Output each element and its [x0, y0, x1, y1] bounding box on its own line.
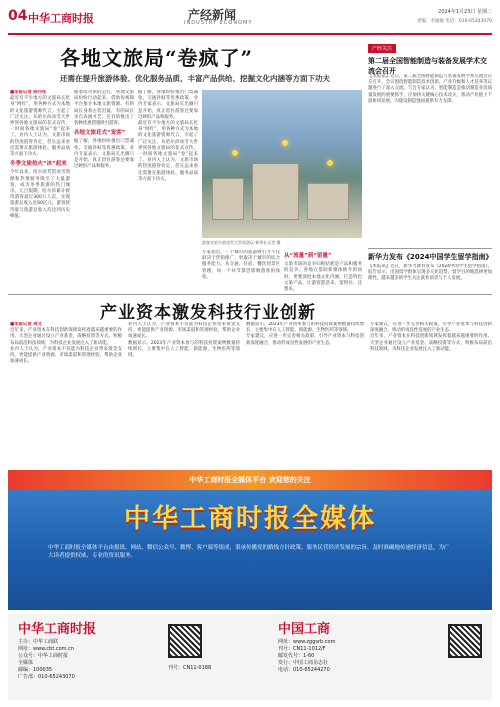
footer-line: 发行：中国工商杂志社	[278, 660, 329, 666]
article-paragraph: 随着哈尔滨的走红，各地文旅局纷纷行动起来，借助短视频平台推介本地文旅资源。有的局长身着古装出镜，有的局长亲自表演才艺，还有的推出了各种优惠措施吸引游客。	[74, 90, 134, 127]
section-divider	[8, 294, 492, 295]
article-column-1	[10, 322, 122, 462]
article-paragraph: 数据显示，2023年产业资本参与的科技投资案例数量持续增长，主要集中在人工智能、新能源、生物医药等领域。	[246, 322, 364, 334]
article-paragraph: 最近有不少地方的文旅局长化身“网红”，用各种方式为本地的文化旅游资源代言，引起了广泛关注。从哈尔滨冰雪大世界到各地文旅局的花式宣传，一时间各地文旅局“卷”起来了。业内人士认为，文旅市场的热度值得肯定，但长远来看还需要在旅游体验、服务品质等方面下功夫。	[138, 121, 198, 182]
banner-ribbon	[8, 470, 492, 490]
banner-text: 中华工商时报全媒体平台由报纸、网站、微信公众号、微博、客户端等组成，秉承传播党的路线方针政策、服务民营经济发展的宗旨，及时准确地传递经济信息，为广大读者提供权威、专业的资讯服务。	[48, 545, 450, 559]
footer-left-lines	[18, 638, 158, 680]
article-paragraph: 近年来，产业资本在科技创新领域发挥着越来越重要的作用。大型企业通过设立产业基金、战略投资等方式，积极布局前沿科技领域，为科技企业发展注入了新动能。	[10, 328, 122, 346]
sidebar-headline[interactable]: 第二届全国智能制造与装备发展学术交流会召开	[368, 57, 487, 75]
article-subtitle: 冬季文旅热火“冰”起来	[10, 161, 67, 168]
footer-logo-left: 中华工商时报	[18, 622, 97, 637]
page-number: 04	[8, 8, 28, 24]
footer-line: 电话：010-65244270	[278, 667, 330, 673]
article-subheadline: 还需在提升旅游体验、优化服务品质、丰富产品供给、挖掘文化内涵等方面下功夫	[60, 74, 330, 83]
editor-contact: 责编：李媛媛 电话：010-65243070	[416, 19, 492, 24]
article-paragraph: 专家建议，应进一步完善相关政策，引导产业资本与科技创新深度融合，推动形成良性发展的产业生态。	[246, 334, 364, 346]
article-subtitle: 从“流量”到“留量”	[284, 253, 332, 259]
photo-light	[232, 150, 238, 156]
banner-title: 中华工商时报全媒体	[123, 504, 376, 534]
article-headline[interactable]: 各地文旅局“卷疯了”	[60, 46, 254, 70]
sidebar-tag: 产经关注	[368, 44, 396, 53]
footer-line: 邮编：100035	[18, 667, 53, 673]
article-column-5	[284, 250, 362, 292]
article-paragraph: 近年来，产业资本在科技创新领域发挥着越来越重要的作用。大型企业通过设立产业基金、战略投资等方式，积极布局前沿科技领域，为科技企业发展注入了新动能。	[370, 334, 492, 352]
photo-caption: 游客在哈尔滨冰雪大世界游玩 新华社记者 摄	[202, 240, 281, 245]
banner-ribbon-text: 中华工商时报全媒体平台 欢迎您的关注	[189, 476, 311, 484]
article-subtitle: 各地文旅花式“宠客”	[74, 130, 126, 137]
qr-code[interactable]	[168, 624, 202, 658]
photo-light	[327, 160, 333, 166]
footer-right-lines	[278, 638, 418, 673]
header-rule	[8, 33, 492, 35]
article-paragraph: 文旅市场的竞争归根结底是产品和服务的竞争。各地在借助新媒体推介的同时，更要深挖本地文化内涵，打造特色文旅产品，让游客愿意来、留得住、还想来。	[284, 262, 362, 292]
article-photo[interactable]	[202, 90, 362, 238]
article-paragraph: 今年以来，哈尔滨凭借冰雪资源和热情服务吸引了大量游客，成为冬季旅游的热门城市。元旦假期，哈尔滨累计接待游客超过300万人次，实现旅游总收入近60亿元，游客接待量与旅游总收入均达到历史峰值。	[10, 170, 70, 219]
footer-line: 公众号：中华工商时报	[18, 653, 69, 659]
sidebar-text: 【本报讯】近日，新华力教育发布《2024中国学生留学指南》。报告显示，出国留学群体呈现多元化趋势，留学目的地选择更加理性，越来越多的学生关注就业前景与个人发展。	[368, 264, 492, 282]
issue-date: 2024年1月23日 星期二	[438, 9, 492, 15]
article-paragraph: 最近有不少地方的文旅局长化身“网红”，用各种方式为本地的文化旅游资源代言，引起了广泛关注。从哈尔滨冰雪大世界到各地文旅局的花式宣传，一时间各地文旅局“卷”起来了。业内人士认为，文旅市场的热度值得肯定，但长远来看还需要在旅游体验、服务品质等方面下功夫。	[10, 96, 70, 158]
article-byline: ■本报记者 周文	[10, 322, 43, 327]
article-paragraph: 业内人士认为，产业资本不仅能为科技企业带来资金支持，更能提供产业资源、市场渠道和管理经验，帮助企业加速成长。	[10, 346, 122, 365]
footer-cn-number: 刊号：CN11-0188	[168, 665, 212, 671]
footer-logo-right: 中国工商	[278, 622, 331, 637]
section-title-en: INDUSTRY ECONOMY	[184, 20, 253, 26]
article-paragraph: 据了解，各地纷纷推出门票减免、交通补贴等优惠政策。业内专家表示，文旅局长出圈只是开始，真正留住游客还要靠过硬的产品和服务。	[138, 90, 198, 120]
article-column-3	[138, 90, 198, 290]
sidebar-text: 【本报讯】近日，第二届全国智能制造与装备发展学术交流会在京召开。会议围绕智能制造技术创新、产业升级和人才培养等议题进行了深入交流。与会专家认为，智能制造是推动制造业高质量发展的重要抓手，应加快关键核心技术攻关，推动产业链上下游协同发展，为建设制造强国提供有力支撑。	[368, 74, 492, 104]
article-byline: ■本报记者 陈丹彤	[10, 90, 47, 95]
article-headline[interactable]: 产业资本激发科技行业创新	[100, 303, 316, 323]
footer-line: 网址：www.zggsrb.com	[278, 639, 336, 645]
photo-building	[252, 163, 299, 220]
photo-light	[282, 140, 288, 146]
footer-line: 刊号：CN11-1012/F	[278, 646, 326, 652]
article-paragraph: 专家指出，一个城市的旅游吸引力不仅取决于营销推广，更取决于城市的综合服务能力。从交通、住宿、餐饮到景区管理，每一个环节都会影响游客的体验。	[202, 250, 280, 280]
article-column-2	[128, 322, 240, 462]
paper-name: 中华工商时报	[28, 12, 94, 25]
sidebar-headline[interactable]: 新华力发布《2024中国学生留学指南》	[368, 253, 493, 261]
footer-line: 网址：www.cbt.com.cn	[18, 646, 75, 652]
article-paragraph: 业内人士认为，产业资本不仅能为科技企业带来资金支持，更能提供产业资源、市场渠道和管理经验，帮助企业加速成长。	[128, 322, 240, 340]
footer-line: 广告部：010-65243070	[18, 674, 75, 680]
article-paragraph: 数据显示，2023年产业资本参与的科技投资案例数量持续增长，主要集中在人工智能、新能源、生物医药等领域。	[128, 340, 240, 359]
photo-building	[307, 183, 349, 220]
article-paragraph: 据了解，各地纷纷推出门票减免、交通补贴等优惠政策。业内专家表示，文旅局长出圈只是开始，真正留住游客还要靠过硬的产品和服务。	[74, 139, 134, 170]
article-column-2	[74, 90, 134, 290]
article-column-4	[202, 250, 280, 292]
article-column-1	[10, 90, 70, 290]
footer-line: 邮发代号：1-60	[278, 653, 315, 659]
footer-line: 全媒体	[18, 660, 34, 666]
footer-line: 主办：中华工商联	[18, 639, 59, 645]
photo-building	[212, 178, 244, 220]
qr-code[interactable]	[448, 624, 482, 658]
masthead	[8, 6, 492, 32]
article-column-4	[370, 322, 492, 462]
article-paragraph: 专家建议，应进一步完善相关政策，引导产业资本与科技创新深度融合，推动形成良性发展的产业生态。	[370, 322, 492, 334]
section-title: 产经新闻	[188, 8, 237, 22]
sidebar-divider	[368, 248, 492, 249]
footer-info	[8, 614, 492, 700]
promo-banner[interactable]	[8, 470, 492, 610]
article-column-3	[246, 322, 364, 462]
